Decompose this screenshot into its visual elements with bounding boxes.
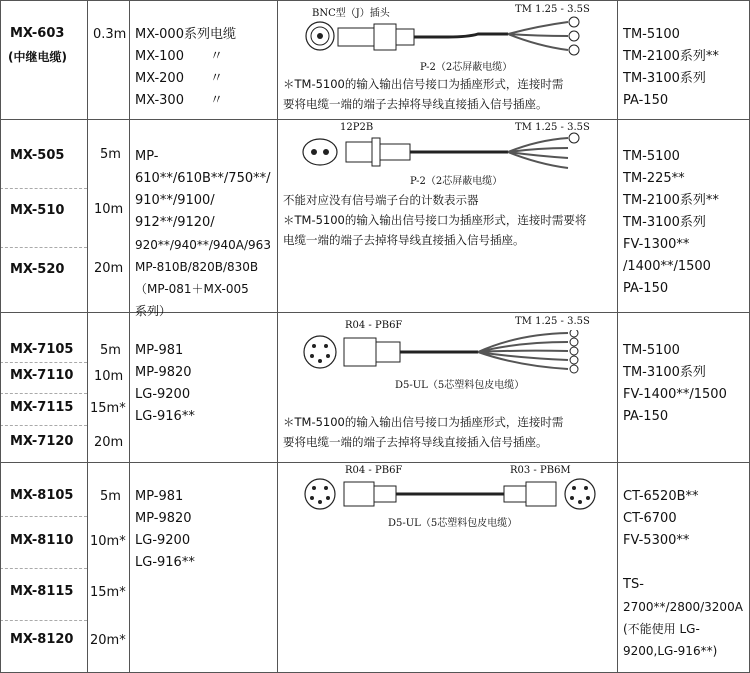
cable-type-label: D5-UL（5芯塑料包皮电缆） bbox=[388, 518, 518, 529]
sub-divider bbox=[0, 393, 87, 394]
cable-item: MX-300 bbox=[135, 93, 184, 108]
compat-item: TM-3100系列 bbox=[623, 71, 706, 86]
compat-item: TM-5100 bbox=[623, 343, 680, 358]
cable-item: MP-9820 bbox=[135, 365, 192, 380]
cable-length: 15m* bbox=[90, 585, 126, 600]
model-name: MX-603 bbox=[10, 26, 65, 41]
terminal-label: TM 1.25 - 3.5S bbox=[515, 4, 590, 15]
compat-item: TM-5100 bbox=[623, 27, 680, 42]
compat-item: TM-2100系列** bbox=[623, 193, 719, 208]
compat-item: PA-150 bbox=[623, 409, 669, 424]
sub-divider bbox=[0, 568, 87, 569]
model-sub: (中继电缆) bbox=[8, 50, 67, 64]
model-name: MX-8105 bbox=[10, 488, 74, 503]
sub-divider bbox=[0, 425, 87, 426]
cable-length: 5m bbox=[100, 343, 121, 358]
ditto-mark: 〃 bbox=[210, 93, 224, 108]
compat-item: (不能使用 LG- bbox=[623, 622, 700, 636]
compat-item: TS- bbox=[623, 577, 644, 592]
cable-item: 910**/9100/ bbox=[135, 193, 215, 208]
cable-length: 10m bbox=[94, 369, 124, 384]
cable-type-label: P-2（2芯屏蔽电缆） bbox=[420, 62, 513, 73]
row-divider bbox=[0, 462, 750, 463]
cable-length: 0.3m bbox=[93, 27, 127, 42]
ditto-mark: 〃 bbox=[210, 49, 224, 64]
connector-label: R03 - PB6M bbox=[510, 465, 571, 476]
model-name: MX-520 bbox=[10, 262, 65, 277]
sub-divider bbox=[0, 362, 87, 363]
sub-divider bbox=[0, 516, 87, 517]
row-divider bbox=[0, 312, 750, 313]
cable-item: MP-981 bbox=[135, 489, 184, 504]
cable-item: 系列） bbox=[135, 304, 172, 318]
model-name: MX-8115 bbox=[10, 584, 74, 599]
plug-cable-diagram bbox=[298, 132, 608, 176]
note-line: ＊TM-5100的输入输出信号接口为插座形式，连接时需 bbox=[283, 77, 564, 91]
note-line: 要将电缆一端的端子去掉将导线直接插入信号插座。 bbox=[283, 97, 548, 111]
cable-length: 10m* bbox=[90, 534, 126, 549]
model-name: MX-8110 bbox=[10, 533, 74, 548]
row-divider bbox=[0, 0, 750, 1]
compat-item: 2700**/2800/3200A bbox=[623, 600, 743, 614]
cable-item: MX-200 bbox=[135, 71, 184, 86]
cable-item: 912**/9120/ bbox=[135, 215, 215, 230]
cable-item: 920**/940**/940A/963 bbox=[135, 238, 271, 252]
cable-item: MX-000系列电缆 bbox=[135, 27, 236, 42]
compat-item: TM-3100系列 bbox=[623, 215, 706, 230]
compat-item: FV-1400**/1500 bbox=[623, 387, 727, 402]
cable-type-label: D5-UL（5芯塑料包皮电缆） bbox=[395, 380, 525, 391]
cable-item: MP-810B/820B/830B bbox=[135, 260, 259, 274]
cable-item: MP-981 bbox=[135, 343, 184, 358]
cable-length: 10m bbox=[94, 202, 124, 217]
compat-item: 9200,LG-916**) bbox=[623, 644, 718, 658]
connector-label: 12P2B bbox=[340, 122, 374, 133]
cable-length: 15m* bbox=[90, 401, 126, 416]
model-name: MX-7115 bbox=[10, 400, 74, 415]
model-name: MX-7105 bbox=[10, 342, 74, 357]
col-divider bbox=[277, 0, 278, 673]
compat-item: PA-150 bbox=[623, 93, 669, 108]
model-name: MX-8120 bbox=[10, 632, 74, 647]
note-line: 不能对应没有信号端子台的计数表示器 bbox=[283, 193, 479, 207]
cable-length: 20m* bbox=[90, 633, 126, 648]
col-divider bbox=[129, 0, 130, 673]
cable-item: （MP-081＋MX-005 bbox=[135, 282, 249, 296]
compat-item: TM-5100 bbox=[623, 149, 680, 164]
cable-length: 5m bbox=[100, 147, 121, 162]
terminal-label: TM 1.25 - 3.5S bbox=[515, 122, 590, 133]
cable-type-label: P-2（2芯屏蔽电缆） bbox=[410, 176, 503, 187]
cable-length: 5m bbox=[100, 489, 121, 504]
compat-item: PA-150 bbox=[623, 281, 669, 296]
note-line: ＊TM-5100的输入输出信号接口为插座形式，连接时需 bbox=[283, 415, 564, 429]
note-line: 电缆一端的端子去掉将导线直接插入信号插座。 bbox=[283, 233, 525, 247]
cable-item: MP- bbox=[135, 149, 159, 164]
cable-item: LG-916** bbox=[135, 555, 195, 570]
compat-item: FV-1300** bbox=[623, 237, 690, 252]
connector-label: R04 - PB6F bbox=[345, 465, 403, 476]
note-line: 要将电缆一端的端子去掉将导线直接插入信号插座。 bbox=[283, 435, 548, 449]
compat-item: TM-2100系列** bbox=[623, 49, 719, 64]
col-divider bbox=[87, 0, 88, 673]
col-divider bbox=[617, 0, 618, 673]
ditto-mark: 〃 bbox=[210, 71, 224, 86]
cable-item: LG-916** bbox=[135, 409, 195, 424]
model-name: MX-7110 bbox=[10, 368, 74, 383]
cable-item: MP-9820 bbox=[135, 511, 192, 526]
cable-length: 20m bbox=[94, 435, 124, 450]
cable-length: 20m bbox=[94, 261, 124, 276]
round-connector-diagram bbox=[298, 330, 608, 376]
compat-item: /1400**/1500 bbox=[623, 259, 711, 274]
cable-item: LG-9200 bbox=[135, 387, 191, 402]
compat-item: FV-5300** bbox=[623, 533, 690, 548]
model-name: MX-7120 bbox=[10, 434, 74, 449]
bnc-cable-diagram bbox=[298, 14, 608, 64]
compat-item: CT-6700 bbox=[623, 511, 677, 526]
compat-item: TM-3100系列 bbox=[623, 365, 706, 380]
sub-divider bbox=[0, 620, 87, 621]
row-divider bbox=[0, 119, 750, 120]
dual-connector-diagram bbox=[298, 474, 608, 516]
cable-item: 610**/610B**/750**/ bbox=[135, 171, 271, 186]
sub-divider bbox=[0, 247, 87, 248]
compat-item: TM-225** bbox=[623, 171, 685, 186]
model-name: MX-505 bbox=[10, 148, 65, 163]
compat-item: CT-6520B** bbox=[623, 489, 699, 504]
note-line: ＊TM-5100的输入输出信号接口为插座形式，连接时需要将 bbox=[283, 213, 587, 227]
connector-label: BNC型（J）插头 bbox=[312, 8, 390, 19]
terminal-label: TM 1.25 - 3.5S bbox=[515, 316, 590, 327]
cable-item: LG-9200 bbox=[135, 533, 191, 548]
sub-divider bbox=[0, 188, 87, 189]
col-divider bbox=[0, 0, 1, 673]
model-name: MX-510 bbox=[10, 203, 65, 218]
connector-label: R04 - PB6F bbox=[345, 320, 403, 331]
cable-item: MX-100 bbox=[135, 49, 184, 64]
